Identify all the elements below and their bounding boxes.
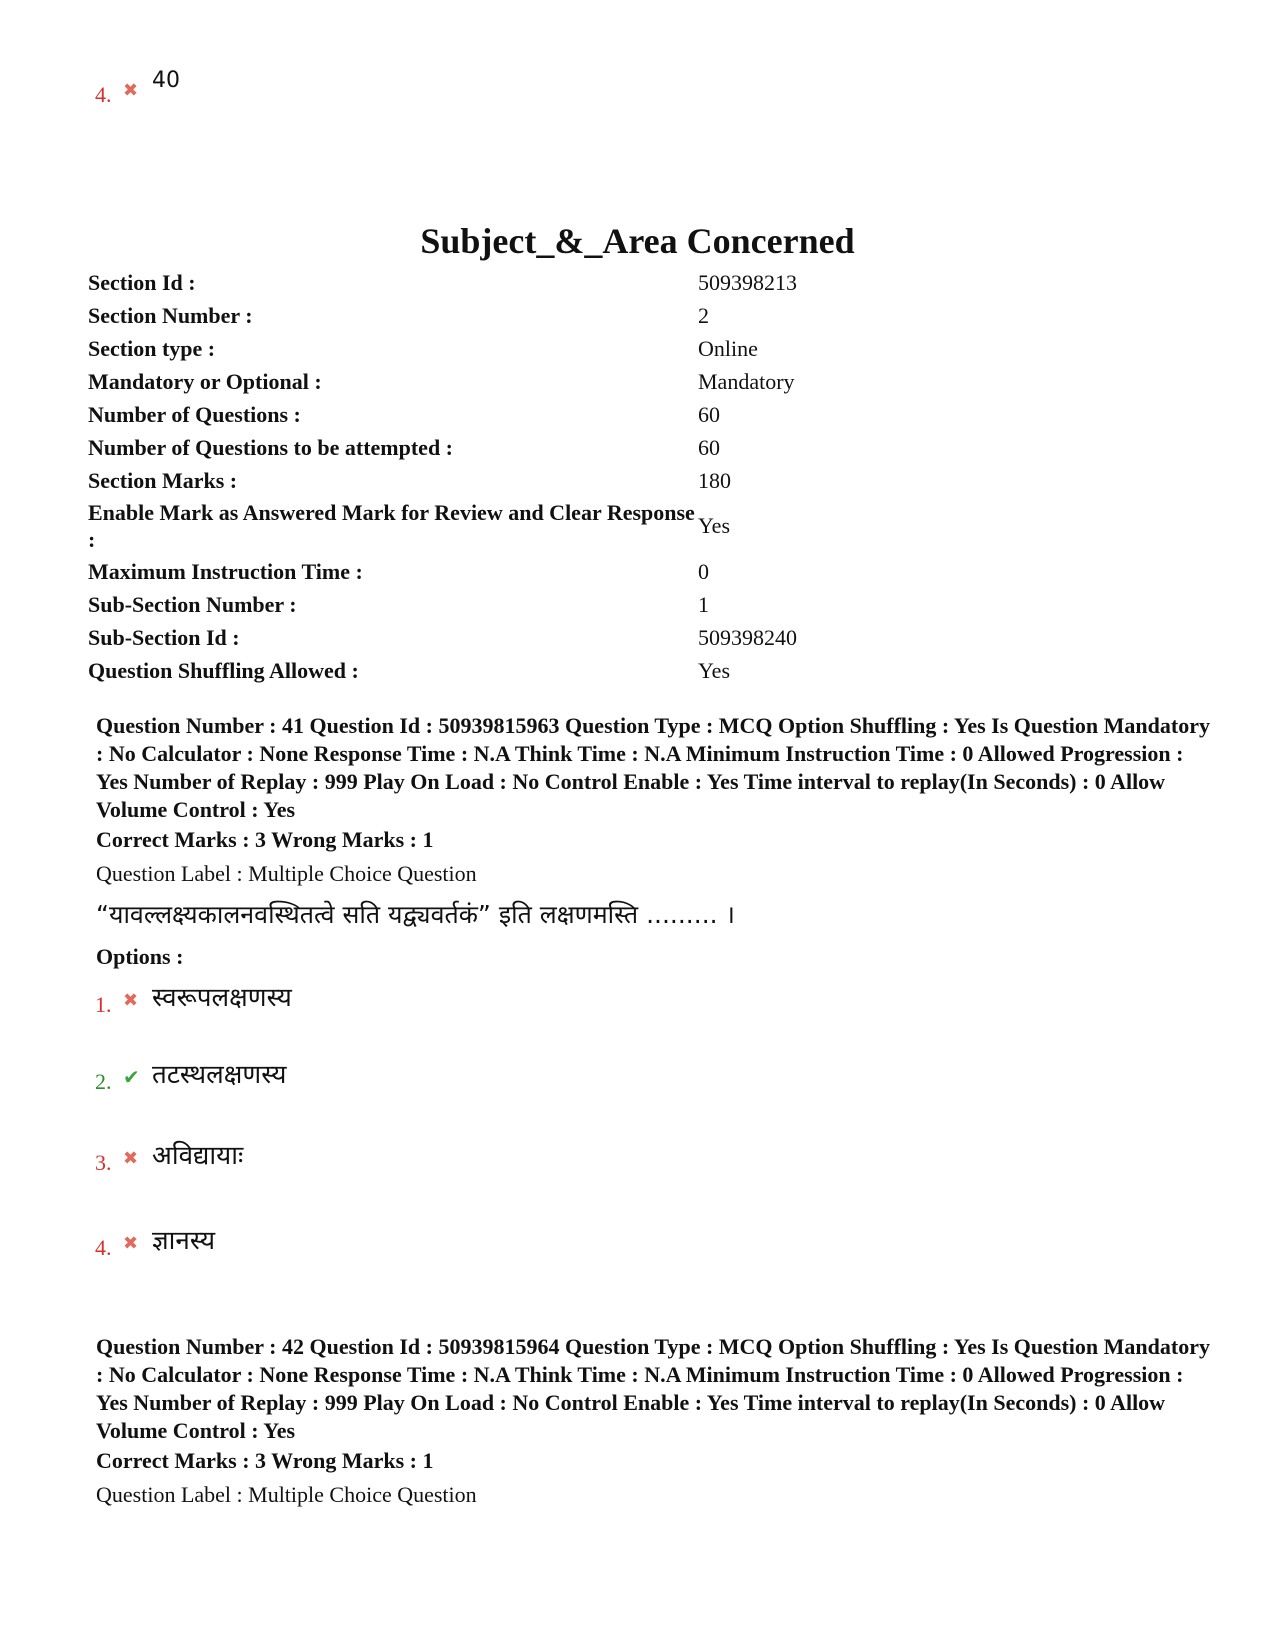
option-number: 2.: [95, 1069, 112, 1094]
table-row: [88, 431, 848, 464]
question-marks: Correct Marks : 3 Wrong Marks : 1: [96, 827, 434, 852]
question-meta: Question Number : 41 Question Id : 50939815963 Question Type : MCQ Option Shuffling : Yes Is Question Mandatory : No Calculator : None Response Time : N.A Think Time : N.A Minimum Instruction Time : 0 Allowed Progression : Yes Number of Replay : 999 Play On Load : No Control Enable : Yes Time interval to replay(In Seconds) : 0 Allow Volume Control : Yes: [96, 713, 1210, 822]
section-value: 1: [698, 591, 709, 617]
table-row: [88, 621, 848, 654]
table-row: [88, 464, 848, 497]
option-number: 4.: [95, 82, 112, 107]
table-row: [88, 299, 848, 332]
table-row: [88, 332, 848, 365]
section-key: Section Number :: [88, 302, 253, 328]
section-key: Number of Questions :: [88, 401, 301, 427]
section-title: Subject_&_Area Concerned: [420, 221, 855, 261]
option-text: स्वरूपलक्षणस्य: [152, 983, 292, 1013]
check-icon: ✔: [123, 1065, 140, 1089]
question-marks: Correct Marks : 3 Wrong Marks : 1: [96, 1448, 434, 1473]
table-row: [88, 654, 848, 687]
table-row: [88, 266, 848, 299]
section-key: Maximum Instruction Time :: [88, 558, 363, 584]
question-meta: Question Number : 42 Question Id : 50939815964 Question Type : MCQ Option Shuffling : Yes Is Question Mandatory : No Calculator : None Response Time : N.A Think Time : N.A Minimum Instruction Time : 0 Allowed Progression : Yes Number of Replay : 999 Play On Load : No Control Enable : Yes Time interval to replay(In Seconds) : 0 Allow Volume Control : Yes: [96, 1334, 1210, 1443]
question-label: Question Label : Multiple Choice Question: [96, 1482, 477, 1507]
option-number: 1.: [95, 992, 112, 1017]
cross-icon: ✖: [123, 1233, 139, 1254]
cross-icon: ✖: [123, 1148, 139, 1169]
option-text: ज्ञानस्य: [152, 1226, 216, 1256]
table-row: [88, 588, 848, 621]
section-value: 60: [698, 434, 720, 460]
section-key: Sub-Section Id :: [88, 624, 240, 650]
section-info-table: [88, 266, 848, 687]
question-text: “यावल्लक्ष्यकालनवस्थितत्वे सति यद्व्यवर्तकं” इति लक्षणमस्ति ......... ।: [96, 900, 736, 929]
option-text: 40: [152, 68, 180, 93]
section-value: Online: [698, 335, 758, 361]
options-heading: Options :: [96, 944, 184, 969]
section-value: Yes: [698, 657, 731, 683]
option-text: तटस्थलक्षणस्य: [152, 1060, 287, 1090]
section-key: Section Id :: [88, 269, 196, 295]
section-value: Yes: [698, 513, 731, 538]
section-key: Enable Mark as Answered Mark for Review and Clear Response :: [88, 500, 695, 552]
cross-icon: ✖: [123, 80, 139, 101]
section-value: Mandatory: [698, 368, 795, 394]
table-row: [88, 555, 848, 588]
section-value: 509398213: [698, 269, 797, 295]
section-key: Mandatory or Optional :: [88, 368, 322, 394]
option-text: अविद्यायाः: [152, 1141, 244, 1171]
section-value: 180: [698, 467, 731, 493]
section-value: 2: [698, 302, 709, 328]
section-key: Section type :: [88, 335, 216, 361]
section-value: 509398240: [698, 624, 797, 650]
section-key: Number of Questions to be attempted :: [88, 434, 454, 460]
section-value: 0: [698, 558, 709, 584]
section-key: Question Shuffling Allowed :: [88, 657, 359, 683]
option-number: 4.: [95, 1235, 112, 1260]
table-row: [88, 398, 848, 431]
section-key: Sub-Section Number :: [88, 591, 297, 617]
question-label: Question Label : Multiple Choice Question: [96, 861, 477, 886]
table-row: [88, 497, 848, 555]
section-value: 60: [698, 401, 720, 427]
option-number: 3.: [95, 1150, 112, 1175]
cross-icon: ✖: [123, 990, 139, 1011]
section-key: Section Marks :: [88, 467, 238, 493]
table-row: [88, 365, 848, 398]
